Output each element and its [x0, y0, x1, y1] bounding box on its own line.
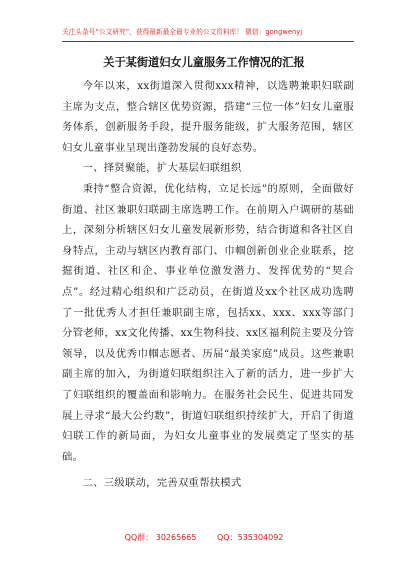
document-body: [62, 76, 354, 494]
header-banner: 关注头条号“公文研究”，获得最新最全最专业的公文资料库！ 微信：gongwenyj: [62, 28, 303, 36]
section-1-paragraph: 秉持“整合资源，优化结构，立足长远”的原则，全面做好街道、社区兼职妇联副主席选聘工作。在前期入户调研的基础上，深刻分析辖区妇女儿童发展新形势，结合街道和各社区自身特点，主动与辖区内教育部门、巾帼创新创业企业联系，挖掘街道、社区和企、事业单位激发潜力、发挥优势的“契合点”。经过精心组织和广泛动员，在街道及xx个社区成功选聘了一批优秀人才担任兼职副主席，包括xx、xxx、xxx等部门分管老师，xx文化传播、xx生物科技、xx区福利院主要及分管领导，以及优秀巾帼志愿者、历届“最美家庭”成员。这些兼职副主席的加入，为街道妇联组织注入了新的活力，进一步扩大了妇联组织的覆盖面和影响力。在服务社会民生、促进共同发展上寻求“最大公约数”，街道妇联组织持续扩大，开启了街道妇联工作的新局面，为妇女儿童事业的发展奠定了坚实的基础。: [62, 182, 354, 463]
header-divider: [62, 41, 354, 42]
intro-paragraph: 今年以来，xx街道深入贯彻xxx精神，以选聘兼职妇联副主席为支点，整合辖区优势资源，搭建“三位一体”妇女儿童服务体系，创新服务手段，提升服务能级，扩大服务范围，辖区妇女儿童事业呈现出蓬勃发展的良好态势。: [62, 80, 354, 154]
section-1-heading: 一、择贤聚能，扩大基层妇联组织: [82, 162, 242, 175]
footer-contact: [0, 532, 408, 543]
footer-qq: QQ：535304092: [217, 533, 284, 542]
footer-qq-group: QQ群： 30265665: [124, 533, 197, 542]
document-title: 关于某街道妇女儿童服务工作情况的汇报: [103, 55, 305, 69]
section-2-heading: 二、三级联动，完善双重帮扶模式: [82, 477, 242, 490]
